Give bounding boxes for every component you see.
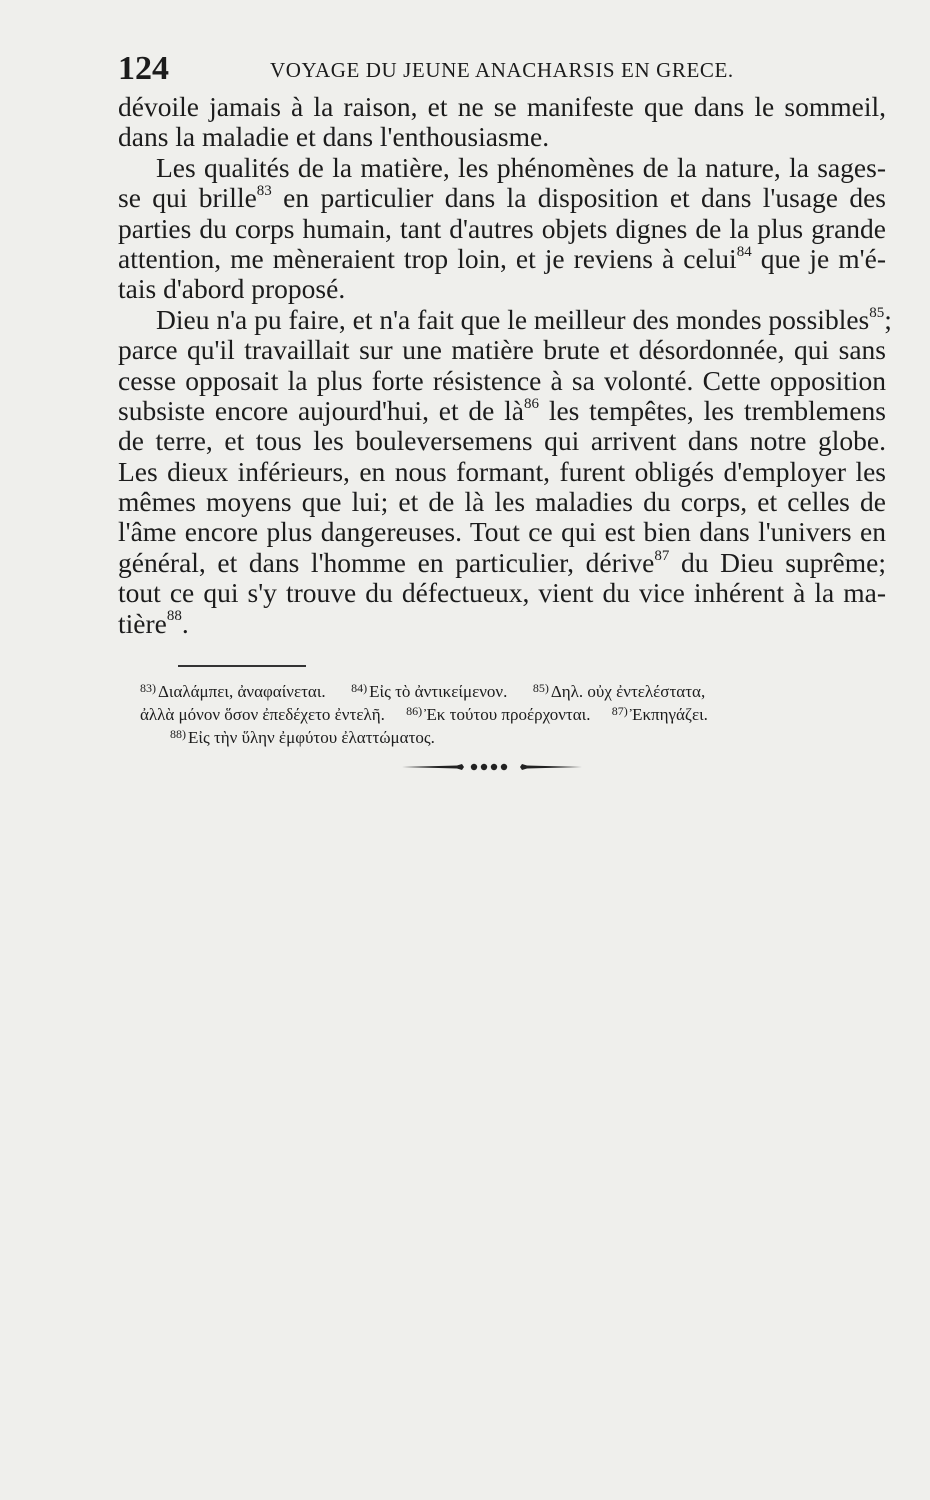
- text-line: dans la maladie et dans l'enthousiasme.: [118, 121, 550, 153]
- text-fragment: se qui brille: [118, 182, 257, 214]
- text-line: cesse opposait la plus forte résistence à sa volonté. Cette opposition: [118, 364, 886, 396]
- footnote-ref-86: 86: [524, 395, 540, 412]
- text-line: parce qu'il travaillait sur une matière brute et désordonnée, qui sans: [118, 334, 886, 366]
- text-fragment: en particulier dans la disposition et dans l'usage des: [271, 182, 886, 214]
- text-line: [118, 609, 886, 639]
- footnote-ref-88: 88: [166, 608, 182, 625]
- text-line: [118, 183, 886, 213]
- text-line: [118, 303, 892, 335]
- text-fragment: Dieu n'a pu faire, et n'a fait que le meilleur des mondes possibles: [156, 303, 870, 335]
- text-line: [118, 396, 886, 426]
- text-fragment: subsiste encore aujourd'hui, et de là: [118, 394, 525, 426]
- footnote-88: Εἰς τὴν ὕλην ἐμφύτου ἐλαττώματος.: [188, 728, 435, 747]
- text-line: Les qualités de la matière, les phénomènes de la nature, la sages-: [156, 151, 886, 183]
- main-text: [118, 91, 892, 639]
- text-line: [118, 548, 886, 578]
- footnote-ref-84: 84: [736, 243, 752, 260]
- footnote-number: 83): [140, 681, 156, 695]
- footnote-number: 88): [170, 727, 186, 741]
- text-line: tais d'abord proposé.: [118, 273, 346, 305]
- text-fragment: que je m'é-: [751, 242, 886, 274]
- footnote-number: 87): [611, 704, 628, 718]
- footnote-83: Διαλάμπει, ἀναφαίνεται.: [158, 682, 326, 701]
- text-fragment: tière: [118, 607, 167, 639]
- footnote-line: [140, 726, 885, 749]
- footnote-ref-83: 83: [256, 183, 272, 200]
- text-line: Les dieux inférieurs, en nous formant, furent obligés d'employer les: [118, 455, 886, 487]
- text-fragment: les tempêtes, les tremblemens: [539, 394, 886, 426]
- text-fragment: du Dieu suprême;: [669, 546, 886, 578]
- footnote-number: 85): [532, 681, 549, 695]
- text-line: l'âme encore plus dangereuses. Tout ce qui est bien dans l'univers en: [118, 516, 886, 548]
- text-fragment: attention, me mèneraient trop loin, et je reviens à celui: [118, 242, 737, 274]
- footnote-84: Εἰς τὸ ἀντικείμενον.: [369, 682, 508, 701]
- text-line: parties du corps humain, tant d'autres objets dignes de la plus grande: [118, 212, 886, 244]
- text-fragment: .: [181, 607, 189, 639]
- end-ornament: [402, 762, 582, 772]
- footnote-87: Ἐκπηγάζει.: [629, 705, 708, 724]
- footnote-ref-87: 87: [654, 547, 670, 564]
- text-line: de terre, et tous les bouleversemens qui arrivent dans notre globe.: [118, 425, 886, 457]
- footnote-85-part1: Δηλ. οὐχ ἐντελέστατα,: [550, 682, 706, 701]
- footnotes: [140, 680, 885, 749]
- text-line: dévoile jamais à la raison, et ne se manifeste que dans le sommeil,: [118, 91, 886, 122]
- footnote-line: [140, 680, 885, 703]
- text-line: mêmes moyens que lui; et de là les maladies du corps, et celles de: [118, 486, 886, 518]
- footnote-86: Ἐκ τούτου προέρχονται.: [424, 705, 591, 724]
- footnote-ref-85: 85: [869, 304, 885, 321]
- text-line: [118, 244, 886, 274]
- footnote-rule: [178, 665, 306, 667]
- footnote-number: 84): [351, 681, 368, 695]
- text-fragment: ;: [884, 303, 892, 335]
- text-line: tout ce qui s'y trouve du défectueux, vient du vice inhérent à la ma-: [118, 577, 886, 609]
- text-fragment: général, et dans l'homme en particulier, dérive: [118, 546, 655, 578]
- footnote-number: 86): [406, 704, 423, 718]
- footnote-line: [140, 703, 885, 726]
- footnote-85-part2: ἀλλὰ μόνον ὅσον ἐπεδέχετο ἐντελῆ.: [140, 705, 385, 724]
- page-header: [118, 50, 888, 90]
- page-number: 124: [118, 50, 169, 87]
- running-title: VOYAGE DU JEUNE ANACHARSIS EN GRECE.: [270, 58, 734, 82]
